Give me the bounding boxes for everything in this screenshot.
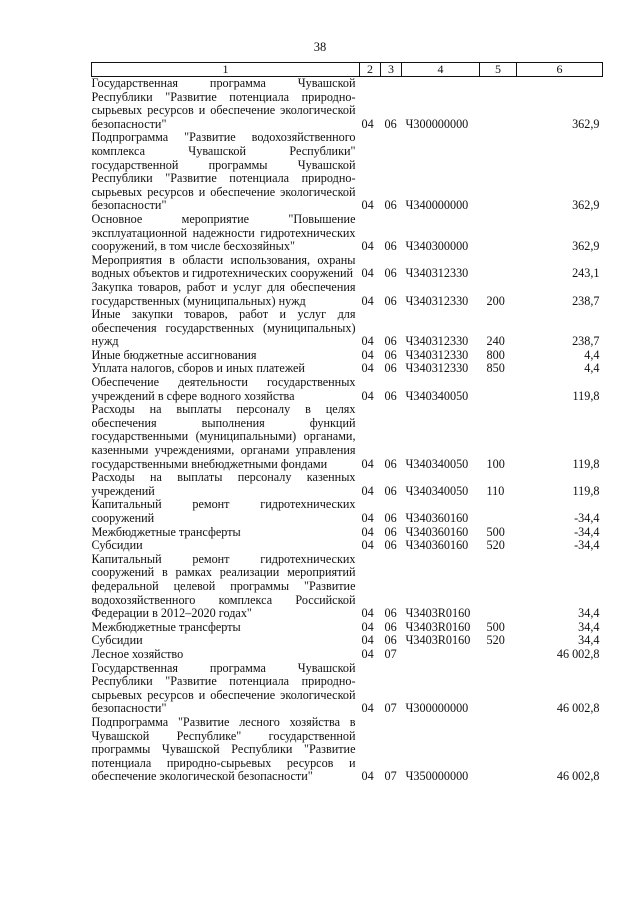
row-target-article-cell: Ч340340050 bbox=[405, 483, 469, 498]
row-expense-type-cell bbox=[480, 662, 517, 716]
row-expense-type-cell bbox=[480, 131, 517, 213]
row-subsection-cell: 06 bbox=[384, 116, 397, 131]
row-section-cell: 04 bbox=[361, 483, 374, 498]
row-subsection-cell: 06 bbox=[384, 361, 397, 376]
row-amount-cell: 243,1 bbox=[572, 266, 600, 281]
row-section-cell: 04 bbox=[361, 524, 374, 539]
row-section-cell: 04 bbox=[361, 606, 374, 621]
row-amount-cell: 119,8 bbox=[572, 388, 600, 403]
table-row bbox=[92, 498, 603, 525]
table-row bbox=[92, 362, 603, 376]
table-row bbox=[92, 621, 603, 635]
row-amount-cell: 4,4 bbox=[584, 361, 600, 376]
row-subsection-cell: 06 bbox=[384, 388, 397, 403]
row-expense-type-cell bbox=[480, 716, 517, 784]
row-subsection-cell: 06 bbox=[384, 633, 397, 648]
row-name-cell: Подпрограмма "Развитие лесного хозяйства в Чувашской Республике" государственной программы Чувашской Республики "Развитие потенциала природно-сырьевых ресурсов и обеспечение экологической безопасности" bbox=[91, 714, 356, 784]
row-subsection-cell: 06 bbox=[384, 347, 397, 362]
row-expense-type-cell: 200 bbox=[486, 293, 505, 308]
row-expense-type-cell bbox=[480, 254, 517, 281]
table-row bbox=[92, 254, 603, 281]
table-row bbox=[92, 471, 603, 498]
row-target-article-cell: Ч300000000 bbox=[405, 116, 469, 131]
row-name-cell: Государственная программа Чувашской Республики "Развитие потенциала природно-сырьевых ресурсов и обеспечение экологической безопасности" bbox=[91, 76, 356, 131]
row-target-article-cell: Ч300000000 bbox=[405, 701, 469, 716]
row-amount-cell: 362,9 bbox=[572, 116, 600, 131]
table-header bbox=[92, 63, 603, 77]
row-name-cell: Иные закупки товаров, работ и услуг для обеспечения государственных (муниципальных) нужд bbox=[91, 307, 356, 349]
row-target-article-cell: Ч340360160 bbox=[405, 511, 469, 525]
row-expense-type-cell bbox=[480, 553, 517, 621]
column-header-expense-type: 5 bbox=[480, 63, 517, 77]
table-row bbox=[92, 308, 603, 349]
table-row bbox=[92, 526, 603, 540]
row-expense-type-cell bbox=[480, 213, 517, 254]
row-target-article-cell: Ч350000000 bbox=[405, 769, 469, 784]
row-section-cell: 04 bbox=[361, 538, 374, 553]
row-target-article-cell: Ч3403R0160 bbox=[405, 606, 471, 621]
row-amount-cell: -34,4 bbox=[574, 524, 600, 539]
table-row bbox=[92, 131, 603, 213]
row-subsection-cell: 07 bbox=[384, 769, 397, 784]
table-row bbox=[92, 376, 603, 403]
row-name-cell: Капитальный ремонт гидротехнических сооружений bbox=[91, 497, 356, 525]
column-header-subsection: 3 bbox=[381, 63, 402, 77]
row-amount-cell: -34,4 bbox=[574, 511, 600, 525]
row-section-cell: 04 bbox=[361, 511, 374, 525]
table-row bbox=[92, 281, 603, 308]
row-subsection-cell: 06 bbox=[384, 619, 397, 634]
row-subsection-cell: 06 bbox=[384, 524, 397, 539]
row-amount-cell: 238,7 bbox=[572, 293, 600, 308]
row-subsection-cell: 06 bbox=[384, 483, 397, 498]
row-target-article-cell: Ч340312330 bbox=[405, 293, 469, 308]
row-subsection-cell: 06 bbox=[384, 538, 397, 553]
row-name-cell: Уплата налогов, сборов и иных платежей bbox=[91, 361, 305, 376]
row-expense-type-cell: 500 bbox=[486, 619, 505, 634]
row-expense-type-cell bbox=[480, 376, 517, 403]
row-expense-type-cell: 850 bbox=[486, 361, 505, 376]
table-row bbox=[92, 77, 603, 132]
table-row bbox=[92, 539, 603, 553]
page-number: 38 bbox=[313, 40, 327, 54]
row-section-cell: 04 bbox=[361, 347, 374, 362]
row-name-cell: Субсидии bbox=[91, 633, 143, 648]
row-subsection-cell: 06 bbox=[384, 334, 397, 349]
table-body bbox=[92, 77, 603, 784]
row-amount-cell: 119,8 bbox=[572, 456, 600, 471]
row-target-article-cell: Ч3403R0160 bbox=[405, 633, 471, 648]
row-name-cell: Иные бюджетные ассигнования bbox=[91, 347, 257, 362]
row-section-cell: 04 bbox=[361, 198, 374, 213]
row-amount-cell: 362,9 bbox=[572, 198, 600, 213]
row-target-article-cell: Ч340312330 bbox=[405, 347, 469, 362]
row-expense-type-cell: 800 bbox=[486, 347, 505, 362]
row-subsection-cell: 06 bbox=[384, 456, 397, 471]
row-amount-cell: 119,8 bbox=[572, 483, 600, 498]
column-header-target-article: 4 bbox=[402, 63, 480, 77]
row-target-article-cell: Ч340312330 bbox=[405, 334, 469, 349]
row-section-cell: 04 bbox=[361, 633, 374, 648]
row-target-article-cell: Ч340312330 bbox=[405, 266, 469, 281]
row-name-cell: Расходы на выплаты персоналу в целях обеспечения выполнения функций государственными (муниципальными) органами, казенными учреждениями, органами управления государственными внебюджетными фондами bbox=[91, 402, 356, 471]
row-target-article-cell: Ч340340050 bbox=[405, 388, 469, 403]
table-row bbox=[92, 662, 603, 716]
row-subsection-cell: 06 bbox=[384, 293, 397, 308]
table-row bbox=[92, 349, 603, 363]
row-subsection-cell: 06 bbox=[384, 606, 397, 621]
row-name-cell: Межбюджетные трансферты bbox=[91, 524, 241, 539]
row-name-cell: Расходы на выплаты персоналу казенных учреждений bbox=[91, 470, 356, 498]
table-row bbox=[92, 716, 603, 784]
table-row bbox=[92, 213, 603, 254]
row-expense-type-cell bbox=[480, 498, 517, 525]
row-section-cell: 04 bbox=[361, 266, 374, 281]
row-name-cell: Закупка товаров, работ и услуг для обеспечения государственных (муниципальных) нужд bbox=[91, 279, 356, 308]
row-name-cell: Лесное хозяйство bbox=[91, 646, 184, 661]
row-amount-cell: 4,4 bbox=[584, 347, 600, 362]
row-amount-cell: 46 002,8 bbox=[556, 769, 600, 784]
table-row bbox=[92, 553, 603, 621]
row-target-article-cell bbox=[402, 648, 480, 662]
table-row bbox=[92, 634, 603, 648]
row-subsection-cell: 06 bbox=[384, 239, 397, 254]
row-section-cell: 04 bbox=[361, 334, 374, 349]
row-section-cell: 04 bbox=[361, 646, 374, 661]
row-expense-type-cell bbox=[480, 77, 517, 132]
row-target-article-cell: Ч340000000 bbox=[405, 198, 469, 213]
row-section-cell: 04 bbox=[361, 293, 374, 308]
row-name-cell: Государственная программа Чувашской Республики "Развитие потенциала природно-сырьевых ресурсов и обеспечение экологической безопасности" bbox=[91, 660, 356, 716]
row-section-cell: 04 bbox=[361, 116, 374, 131]
row-subsection-cell: 06 bbox=[384, 266, 397, 281]
column-header-amount: 6 bbox=[517, 63, 603, 77]
row-amount-cell: 238,7 bbox=[572, 334, 600, 349]
column-header-section: 2 bbox=[360, 63, 381, 77]
row-amount-cell: 34,4 bbox=[578, 633, 600, 648]
row-expense-type-cell: 520 bbox=[486, 538, 505, 553]
row-expense-type-cell bbox=[480, 648, 517, 662]
row-subsection-cell: 06 bbox=[384, 511, 397, 525]
row-name-cell: Подпрограмма "Развитие водохозяйственного комплекса Чувашской Республики" государственной программы Чувашской Республики "Развитие потенциала природно-сырьевых ресурсов и обеспечение экологической безопасности" bbox=[91, 130, 356, 213]
row-amount-cell: 46 002,8 bbox=[556, 646, 600, 661]
row-section-cell: 04 bbox=[361, 619, 374, 634]
row-subsection-cell: 06 bbox=[384, 198, 397, 213]
row-section-cell: 04 bbox=[361, 388, 374, 403]
row-name-cell: Обеспечение деятельности государственных учреждений в сфере водного хозяйства bbox=[91, 375, 356, 403]
row-target-article-cell: Ч340360160 bbox=[405, 524, 469, 539]
table-row bbox=[92, 403, 603, 471]
column-header-name: 1 bbox=[92, 63, 360, 77]
table-row bbox=[92, 648, 603, 662]
row-amount-cell: -34,4 bbox=[574, 538, 600, 553]
row-expense-type-cell: 520 bbox=[486, 633, 505, 648]
row-section-cell: 04 bbox=[361, 239, 374, 254]
row-section-cell: 04 bbox=[361, 769, 374, 784]
row-amount-cell: 46 002,8 bbox=[556, 701, 600, 716]
row-section-cell: 04 bbox=[361, 456, 374, 471]
row-expense-type-cell: 110 bbox=[486, 483, 505, 498]
budget-table bbox=[91, 62, 603, 784]
row-amount-cell: 362,9 bbox=[572, 239, 600, 254]
row-expense-type-cell: 240 bbox=[486, 334, 505, 349]
row-amount-cell: 34,4 bbox=[578, 619, 600, 634]
row-subsection-cell: 07 bbox=[384, 646, 397, 661]
row-target-article-cell: Ч340360160 bbox=[405, 538, 469, 553]
row-name-cell: Мероприятия в области использования, охраны водных объектов и гидротехнических сооружений bbox=[91, 252, 356, 281]
row-subsection-cell: 07 bbox=[384, 701, 397, 716]
row-target-article-cell: Ч340312330 bbox=[405, 361, 469, 376]
row-name-cell: Капитальный ремонт гидротехнических сооружений в рамках реализации мероприятий федеральной целевой программы "Развитие водохозяйственного комплекса Российской Федерации в 2012–2020 годах" bbox=[91, 551, 356, 621]
row-expense-type-cell: 500 bbox=[486, 524, 505, 539]
row-name-cell: Субсидии bbox=[91, 538, 143, 553]
row-target-article-cell: Ч340300000 bbox=[405, 239, 469, 254]
row-section-cell: 04 bbox=[361, 361, 374, 376]
row-section-cell: 04 bbox=[361, 701, 374, 716]
row-target-article-cell: Ч340340050 bbox=[405, 456, 469, 471]
row-amount-cell: 34,4 bbox=[578, 606, 600, 621]
row-name-cell: Межбюджетные трансферты bbox=[91, 619, 241, 634]
row-target-article-cell: Ч3403R0160 bbox=[405, 619, 471, 634]
row-name-cell: Основное мероприятие "Повышение эксплуатационной надежности гидротехнических сооружений, в том числе бесхозяйных" bbox=[91, 211, 356, 254]
row-expense-type-cell: 100 bbox=[486, 456, 505, 471]
